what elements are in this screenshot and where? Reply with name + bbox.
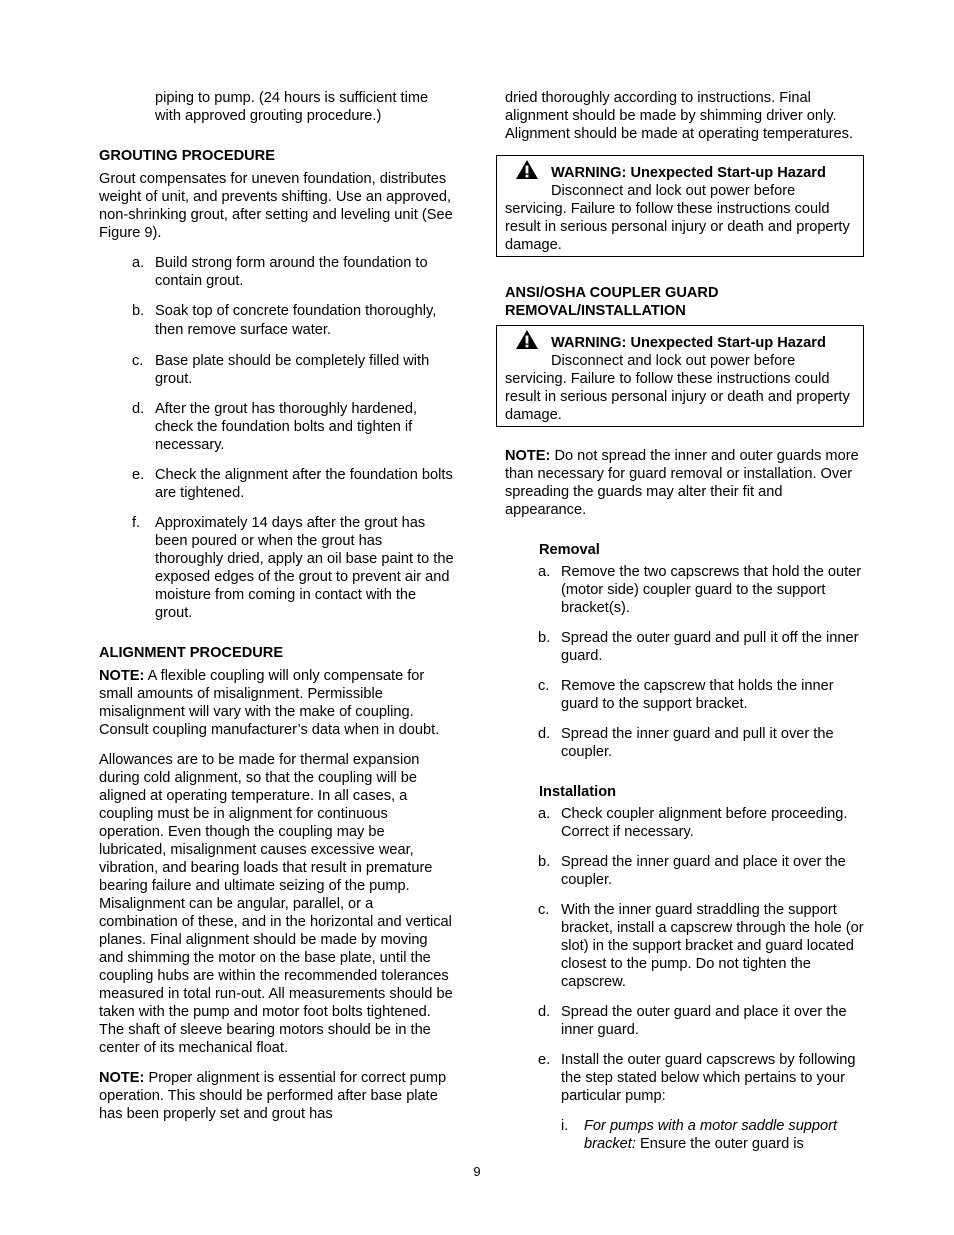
grout-step-e: e. Check the alignment after the foundation bolts are tightened.: [132, 467, 453, 501]
continued-text-right: dried thoroughly according to instructions. Final alignment should be made by shimming driver only. Alignment should be made at operating temperatures.: [505, 90, 854, 142]
warning-box-2: [496, 325, 864, 427]
installation-heading: Installation: [539, 784, 617, 800]
install-substep-i: i. For pumps with a motor saddle support bracket: Ensure the outer guard is: [561, 1118, 838, 1152]
grout-step-f: f. Approximately 14 days after the grout has been poured or when the grout has thoroughly dried, apply an oil base paint to the exposed edges of the grout to prevent air and moisture from coming in contact with the grout.: [132, 515, 454, 621]
guard-heading-line-1: ANSI/OSHA COUPLER GUARD: [505, 285, 719, 301]
removal-step-c: c. Remove the capscrew that holds the inner guard to the support bracket.: [538, 678, 834, 712]
grouting-heading: GROUTING PROCEDURE: [99, 148, 275, 164]
alignment-paragraph: Allowances are to be made for thermal expansion during cold alignment, so that the coupling will be aligned at operating temperature. In all cases, a coupling must be in alignment for continuous operation. Even though the coupling may be lubricated, misalignment causes excessive wear, vibration, and bearing loads that result in premature bearing failure and ultimate seizing of the pump. Misalignment can be angular, parallel, or a combination of these, and in the horizontal and vertical planes. Final alignment should be made by moving and shimming the motor on the base plate, until the coupling hubs are within the recommended tolerances measured in total run-out. All measurements should be taken with the pump and motor foot bolts tightened. The shaft of sleeve bearing motors should be in the center of its mechanical float.: [99, 752, 453, 1056]
removal-step-b: b. Spread the outer guard and pull it off the inner guard.: [538, 630, 859, 664]
warning-body-rest: servicing. Failure to follow these instructions could result in serious personal injury or death and property damage.: [505, 201, 850, 253]
grout-step-b: b. Soak top of concrete foundation thoroughly, then remove surface water.: [132, 303, 437, 338]
warning-body-first: Disconnect and lock out power before: [551, 353, 796, 369]
install-step-e: e. Install the outer guard capscrews by following the step stated below which pertains to your particular pump:: [538, 1052, 856, 1104]
warning-triangle-icon: [515, 329, 539, 350]
grouting-intro: Grout compensates for uneven foundation, distributes weight of unit, and prevents shifting. Use an approved, non-shrinking grout, after setting and leveling unit (See Figure 9).: [99, 171, 453, 241]
warning-title: WARNING: Unexpected Start-up Hazard: [551, 165, 826, 181]
install-step-d: d. Spread the outer guard and place it over the inner guard.: [538, 1004, 847, 1038]
left-column: [99, 89, 454, 1123]
alignment-note-1: NOTE: A flexible coupling will only compensate for small amounts of misalignment. Permissible misalignment will vary with the make of coupling. Consult coupling manufacturer’s data when in doubt.: [99, 668, 440, 738]
guard-note: NOTE: Do not spread the inner and outer guards more than necessary for guard removal or installation. Over spreading the guards may alter their fit and appearance.: [505, 448, 859, 518]
guard-heading-line-2: REMOVAL/INSTALLATION: [505, 303, 686, 319]
right-column: [505, 89, 865, 1153]
continued-text: piping to pump. (24 hours is sufficient time with approved grouting procedure.): [155, 90, 429, 124]
removal-heading: Removal: [539, 542, 600, 558]
page-number: 9: [473, 1164, 481, 1179]
install-step-a: a. Check coupler alignment before proceeding. Correct if necessary.: [538, 806, 848, 840]
install-step-b: b. Spread the inner guard and place it over the coupler.: [538, 854, 846, 888]
removal-step-a: a. Remove the two capscrews that hold the outer (motor side) coupler guard to the support bracket(s).: [538, 564, 862, 616]
install-step-c: c. With the inner guard straddling the support bracket, install a capscrew through the hole (or slot) in the support bracket and guard located closest to the pump. Do not tighten the capscrew.: [538, 902, 864, 990]
removal-step-d: d. Spread the inner guard and pull it over the coupler.: [538, 726, 834, 760]
warning-body-first: Disconnect and lock out power before: [551, 183, 796, 199]
alignment-note-2: NOTE: Proper alignment is essential for correct pump operation. This should be performed after base plate has been properly set and grout has: [99, 1070, 447, 1122]
alignment-heading: ALIGNMENT PROCEDURE: [99, 645, 284, 661]
warning-body-rest: servicing. Failure to follow these instructions could result in serious personal injury or death and property damage.: [505, 371, 850, 423]
grout-step-d: d. After the grout has thoroughly hardened, check the foundation bolts and tighten if necessary.: [132, 401, 418, 453]
warning-box-1: [496, 155, 864, 257]
warning-triangle-icon: [515, 159, 539, 180]
grout-step-c: c. Base plate should be completely filled with grout.: [132, 353, 430, 387]
warning-title: WARNING: Unexpected Start-up Hazard: [551, 335, 826, 351]
grout-step-a: a. Build strong form around the foundation to contain grout.: [132, 255, 428, 289]
